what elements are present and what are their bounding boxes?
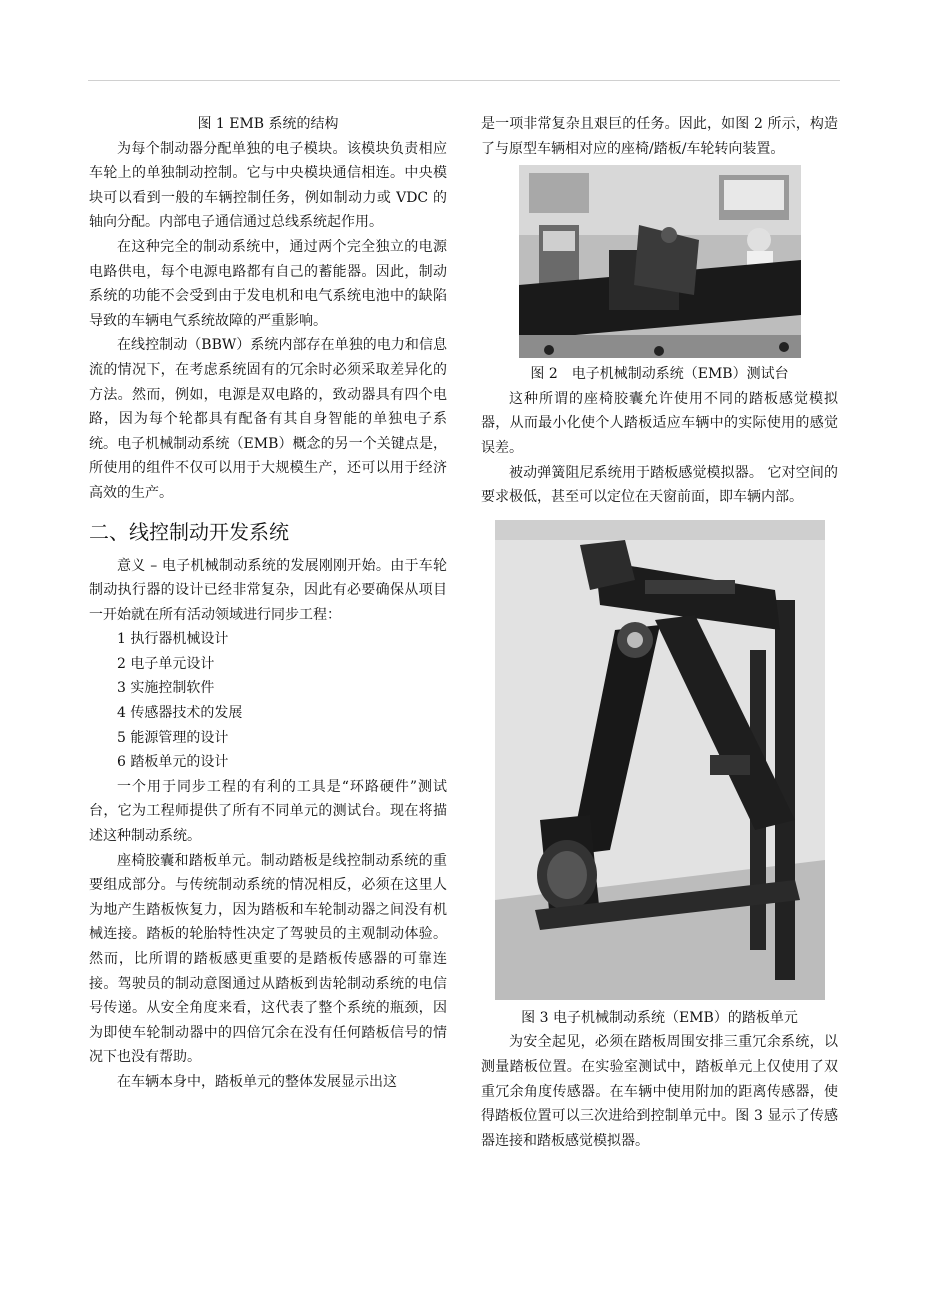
paragraph: 意义 – 电子机械制动系统的发展刚刚开始。由于车轮制动执行器的设计已经非常复杂，因此有必要确保从项目一开始就在所有活动领域进行同步工程：: [89, 557, 447, 623]
section-heading: 二、线控制动开发系统: [89, 519, 289, 544]
list-item: 3 实施控制软件: [117, 680, 215, 697]
list-item: 4 传感器技术的发展: [117, 705, 243, 722]
list-item: 5 能源管理的设计: [117, 729, 229, 746]
pedal-unit-photo-image: [495, 520, 825, 1000]
paragraph: 一个用于同步工程的有利的工具是“环路硬件”测试台，它为工程师提供了所有不同单元的测试台。现在将描述这种制动系统。: [89, 778, 447, 845]
figure-2-photo: [519, 165, 801, 358]
header-rule: [88, 80, 840, 81]
list-item: 6 踏板单元的设计: [117, 754, 229, 771]
paragraph: 为安全起见，必须在踏板周围安排三重冗余系统，以测量踏板位置。在实验室测试中，踏板单元上仅使用了双重冗余角度传感器。在车辆中使用附加的距离传感器，使得踏板位置可以三次进给到控制单元中。图 3 显示了传感器连接和踏板感觉模拟器。: [481, 1034, 838, 1149]
paragraph: 座椅胶囊和踏板单元。制动踏板是线控制动系统的重要组成部分。与传统制动系统的情况相反，必须在这里人为地产生踏板恢复力，因为踏板和车轮制动器之间没有机械连接。踏板的轮胎特性决定了驾驶员的主观制动体验。然而，比所谓的踏板感更重要的是踏板传感器的可靠连接。驾驶员的制动意图通过从踏板到齿轮制动系统的电信号传递。从安全角度来看，这代表了整个系统的瓶颈，因为即使车轮制动器中的四倍冗余在没有任何踏板信号的情况下也没有帮助。: [89, 852, 447, 1066]
paragraph: 在线控制动（BBW）系统内部存在单独的电力和信息流的情况下，在考虑系统固有的冗余时必须采取差异化的方法。然而，例如，电源是双电路的，致动器具有四个电路，因为每个轮都具有配备有其自身智能的单独电子系统。电子机械制动系统（EMB）概念的另一个关键点是，所使用的组件不仅可以用于大规模生产，还可以用于经济高效的生产。: [89, 337, 447, 501]
paragraph: 被动弹簧阻尼系统用于踏板感觉模拟器。 它对空间的要求极低，甚至可以定位在天窗前面，即车辆内部。: [481, 464, 838, 506]
figure-3-photo: [495, 520, 825, 1000]
paragraph: 在车辆本身中，踏板单元的整体发展显示出这: [117, 1073, 397, 1090]
test-bench-photo-image: [519, 165, 801, 358]
list-item: 1 执行器机械设计: [117, 631, 229, 648]
paragraph: 这种所谓的座椅胶囊允许使用不同的踏板感觉模拟器，从而最小化使个人踏板适应车辆中的实际使用的感觉误差。: [481, 390, 838, 456]
left-column: [89, 112, 447, 1095]
paragraph: 是一项非常复杂且艰巨的任务。因此，如图 2 所示，构造了与原型车辆相对应的座椅/踏板/车轮转向装置。: [481, 116, 838, 157]
figure-3-caption: 图 3 电子机械制动系统（EMB）的踏板单元: [521, 1009, 798, 1026]
right-column: [481, 112, 838, 1153]
paragraph: 在这种完全的制动系统中，通过两个完全独立的电源电路供电，每个电源电路都有自己的蓄能器。因此，制动系统的功能不会受到由于发电机和电气系统电池中的缺陷导致的车辆电气系统故障的严重影响。: [89, 238, 447, 329]
paragraph: 为每个制动器分配单独的电子模块。该模块负责相应车轮上的单独制动控制。它与中央模块通信相连。中央模块可以看到一般的车辆控制任务，例如制动力或 VDC 的轴向分配。内部电子通信通过总线系统起作用。: [89, 140, 447, 231]
figure-1-caption: 图 1 EMB 系统的结构: [197, 116, 339, 132]
figure-2-caption: 图 2 电子机械制动系统（EMB）测试台: [530, 366, 789, 383]
list-item: 2 电子单元设计: [117, 655, 215, 672]
